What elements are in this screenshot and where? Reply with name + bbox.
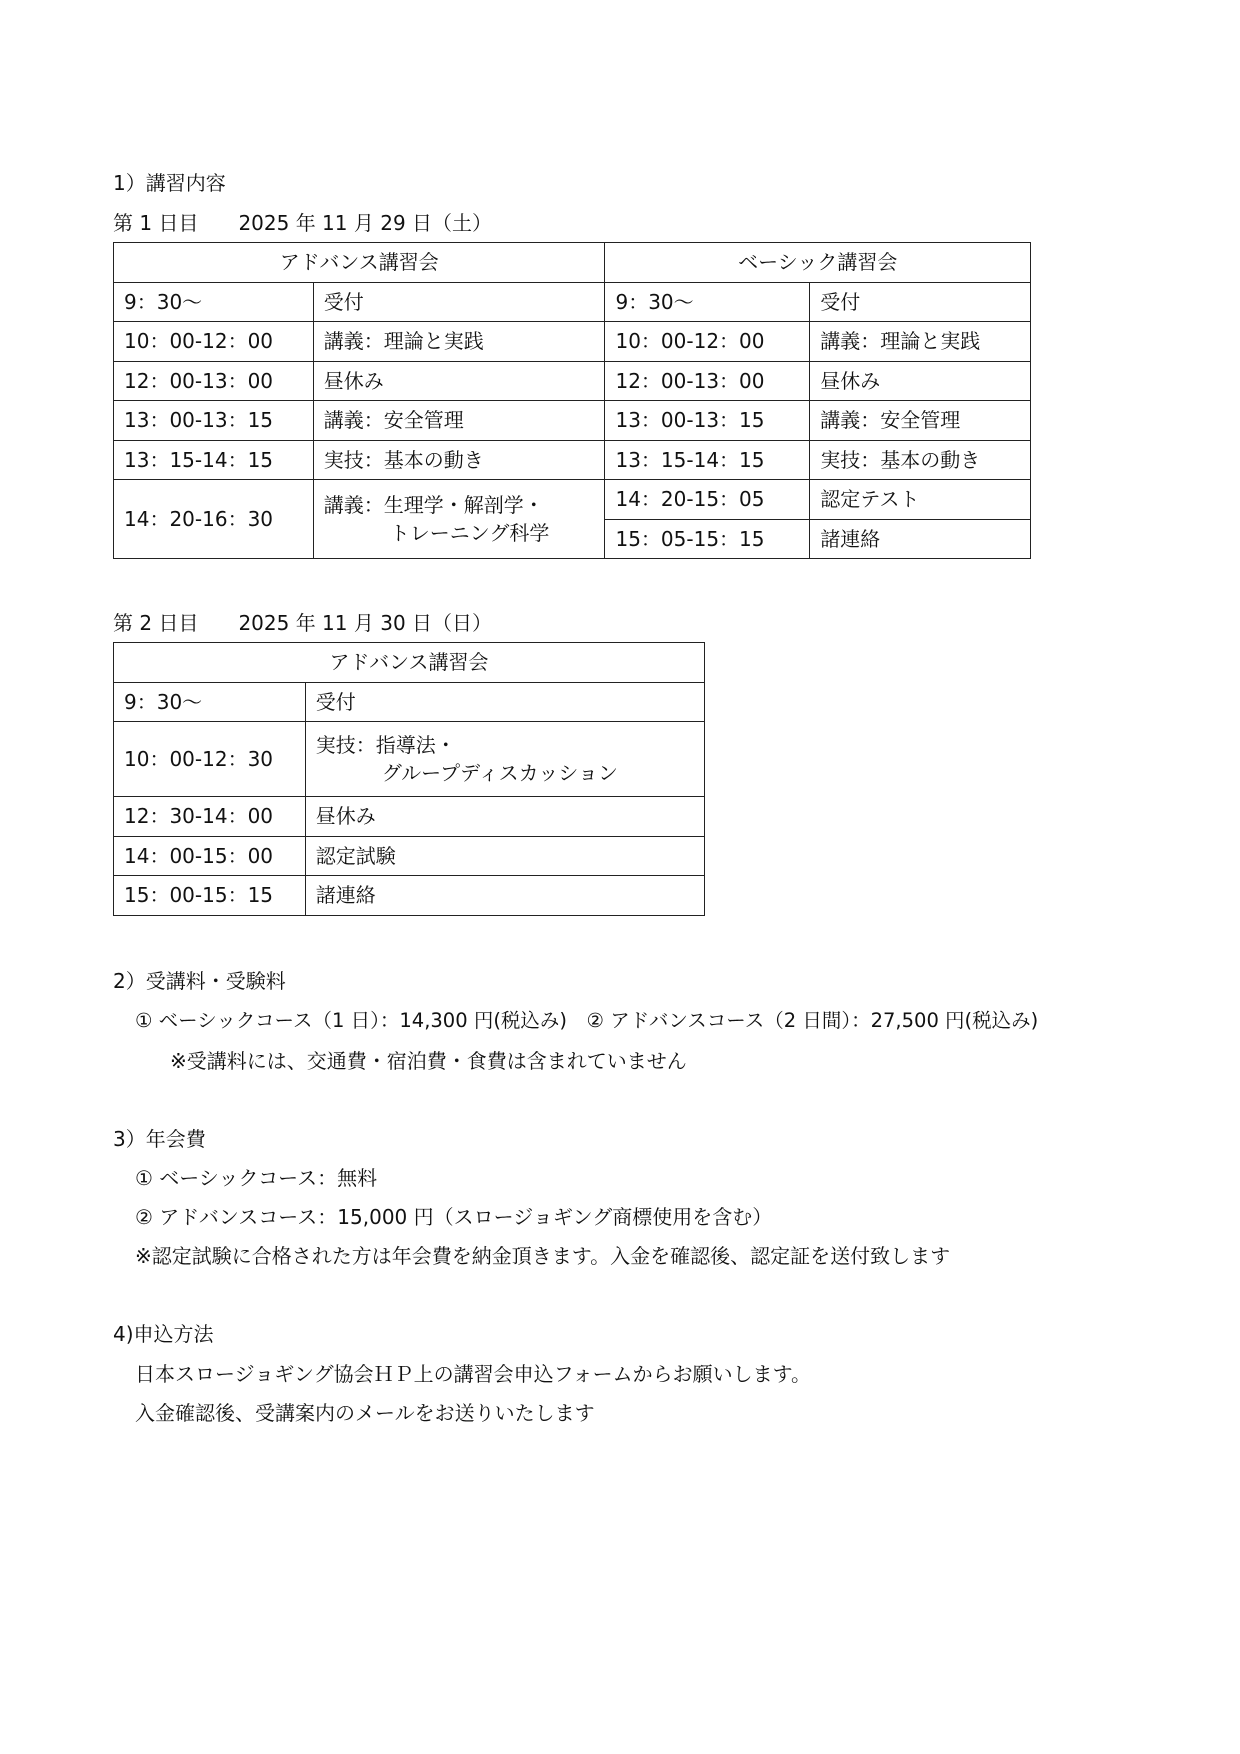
- annual-fee-item: ② アドバンスコース：15,000 円（スロージョギング商標使用を含む）: [135, 1205, 773, 1229]
- table-row: [114, 361, 1031, 401]
- item-cell: 認定試験: [305, 836, 704, 876]
- basic-item-cell: 諸連絡: [810, 519, 1031, 559]
- item-line: グループディスカッション: [381, 761, 618, 785]
- section2-heading: 2）受講料・受験料: [113, 969, 286, 993]
- item-cell: 昼休み: [305, 797, 704, 837]
- table-row: [114, 322, 1031, 362]
- time-cell: 10：00-12：30: [114, 722, 306, 797]
- advanced-item-line: トレーニング科学: [389, 521, 550, 545]
- item-cell: 諸連絡: [305, 876, 704, 916]
- basic-course-header: ベーシック講習会: [605, 243, 1031, 283]
- advanced-item-cell: 昼休み: [313, 361, 605, 401]
- table-row: [114, 722, 705, 797]
- time-cell: 9：30～: [114, 682, 306, 722]
- basic-item-cell: 講義：理論と実践: [810, 322, 1031, 362]
- basic-item-cell: 実技：基本の動き: [810, 440, 1031, 480]
- table-row: [114, 643, 705, 683]
- application-line: 入金確認後、受講案内のメールをお送りいたします: [135, 1401, 595, 1425]
- advanced-item-cell: 講義：安全管理: [313, 401, 605, 441]
- annual-fee-item: ① ベーシックコース：無料: [135, 1166, 378, 1190]
- advanced-time-cell: 14：20-16：30: [114, 480, 314, 559]
- basic-time-cell: 15：05-15：15: [605, 519, 810, 559]
- basic-item-cell: 講義：安全管理: [810, 401, 1031, 441]
- table-row: [114, 682, 705, 722]
- basic-time-cell: 12：00-13：00: [605, 361, 810, 401]
- advanced-time-cell: 9：30～: [114, 282, 314, 322]
- advanced-item-cell: 受付: [313, 282, 605, 322]
- application-line: 日本スロージョギング協会ＨＰ上の講習会申込フォームからお願いします。: [135, 1362, 811, 1386]
- basic-item-cell: 昼休み: [810, 361, 1031, 401]
- basic-item-cell: 認定テスト: [810, 480, 1031, 520]
- table-row: [114, 401, 1031, 441]
- section1-heading: 1）講習内容: [113, 171, 226, 195]
- basic-time-cell: 14：20-15：05: [605, 480, 810, 520]
- time-cell: 15：00-15：15: [114, 876, 306, 916]
- table-row: [114, 797, 705, 837]
- table-row: [114, 243, 1031, 283]
- advanced-course-header: アドバンス講習会: [114, 643, 705, 683]
- basic-time-cell: 13：15-14：15: [605, 440, 810, 480]
- time-cell: 12：30-14：00: [114, 797, 306, 837]
- advanced-time-cell: 10：00-12：00: [114, 322, 314, 362]
- advanced-course-header: アドバンス講習会: [114, 243, 605, 283]
- advanced-time-cell: 13：00-13：15: [114, 401, 314, 441]
- day1-schedule-table: [113, 242, 1031, 559]
- basic-time-cell: 10：00-12：00: [605, 322, 810, 362]
- day1-title: 第 1 日目 2025 年 11 月 29 日（土）: [113, 211, 493, 235]
- time-cell: 14：00-15：00: [114, 836, 306, 876]
- item-line: 実技：指導法・: [315, 733, 456, 757]
- advanced-time-cell: 13：15-14：15: [114, 440, 314, 480]
- table-row: [114, 480, 1031, 520]
- table-row: [114, 876, 705, 916]
- table-row: [114, 836, 705, 876]
- item-cell: 受付: [305, 682, 704, 722]
- advanced-time-cell: 12：00-13：00: [114, 361, 314, 401]
- table-row: [114, 440, 1031, 480]
- advanced-item-line: 講義：生理学・解剖学・: [323, 493, 544, 517]
- section3-heading: 3）年会費: [113, 1127, 206, 1151]
- basic-item-cell: 受付: [810, 282, 1031, 322]
- basic-time-cell: 9：30～: [605, 282, 810, 322]
- fee-line: ① ベーシックコース（1 日）：14,300 円(税込み) ② アドバンスコース（2 日間）：27,500 円(税込み): [135, 1009, 1039, 1032]
- table-row: [114, 282, 1031, 322]
- day2-title: 第 2 日目 2025 年 11 月 30 日（日）: [113, 611, 493, 635]
- advanced-item-cell: 実技：基本の動き: [313, 440, 605, 480]
- section4-heading: 4)申込方法: [113, 1322, 214, 1346]
- item-cell: [305, 722, 704, 797]
- advanced-item-cell: [313, 480, 605, 559]
- day2-schedule-table: [113, 642, 705, 916]
- basic-time-cell: 13：00-13：15: [605, 401, 810, 441]
- annual-fee-note: ※認定試験に合格された方は年会費を納金頂きます。入金を確認後、認定証を送付致します: [135, 1244, 951, 1268]
- advanced-item-cell: 講義：理論と実践: [313, 322, 605, 362]
- fee-note: ※受講料には、交通費・宿泊費・食費は含まれていません: [170, 1049, 687, 1073]
